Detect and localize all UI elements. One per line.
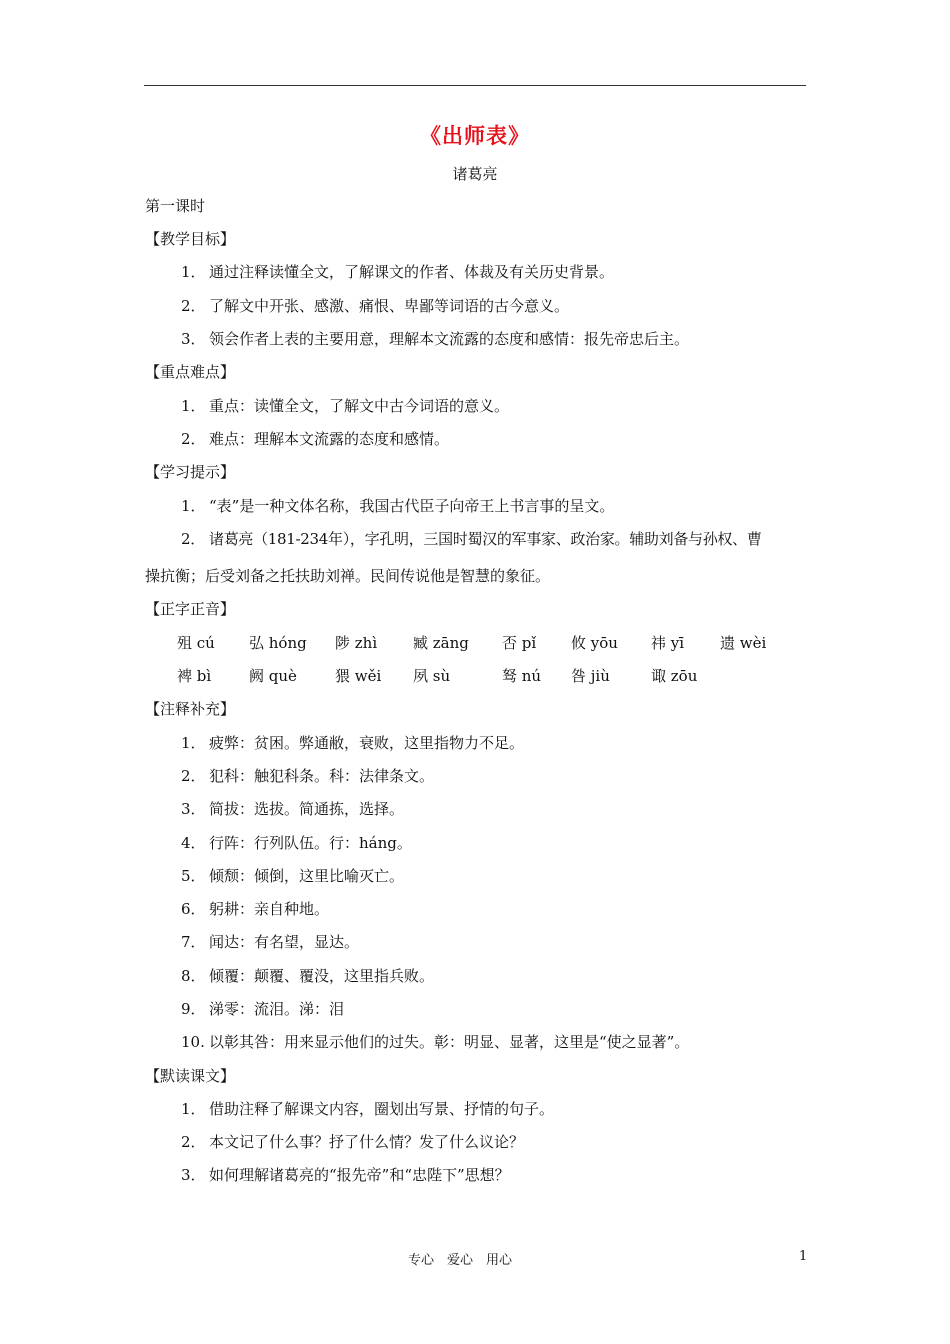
pinyin-entry: 诹 zōu bbox=[651, 667, 698, 685]
pinyin-entry: 弘 hóng bbox=[249, 634, 307, 652]
pinyin-row bbox=[177, 666, 827, 686]
list-item: 8． 倾覆：颠覆、覆没，这里指兵败。 bbox=[181, 967, 435, 985]
list-item: 3． 如何理解诸葛亮的“报先帝”和“忠陛下”思想？ bbox=[181, 1166, 510, 1184]
list-item: 1． 重点：读懂全文，了解文中古今词语的意义。 bbox=[181, 397, 510, 415]
pinyin-entry: 否 pǐ bbox=[502, 634, 537, 652]
pinyin-entry: 阙 què bbox=[249, 667, 297, 685]
section-heading-reading: 【默读课文】 bbox=[145, 1067, 236, 1085]
pinyin-entry: 攸 yōu bbox=[571, 634, 618, 652]
section-heading-tips: 【学习提示】 bbox=[145, 463, 236, 481]
section-heading-notes: 【注释补充】 bbox=[145, 700, 236, 718]
pinyin-entry: 驽 nú bbox=[502, 667, 542, 685]
pinyin-entry: 夙 sù bbox=[413, 667, 451, 685]
pinyin-entry: 裨 bì bbox=[177, 667, 212, 685]
list-item: 4． 行阵：行列队伍。行：háng。 bbox=[181, 834, 412, 852]
list-item: 2． 难点：理解本文流露的态度和感情。 bbox=[181, 430, 450, 448]
pinyin-entry: 殂 cú bbox=[177, 634, 215, 652]
list-item: 5． 倾颓：倾倒，这里比喻灭亡。 bbox=[181, 867, 405, 885]
section-heading-key-points: 【重点难点】 bbox=[145, 363, 236, 381]
list-item: 2． 犯科：触犯科条。科：法律条文。 bbox=[181, 767, 435, 785]
list-item: 6． 躬耕：亲自种地。 bbox=[181, 900, 330, 918]
pinyin-entry: 臧 zāng bbox=[413, 634, 469, 652]
list-item: 2． 了解文中开张、感激、痛恨、卑鄙等词语的古今意义。 bbox=[181, 297, 570, 315]
footer-motto: 专心 爱心 用心 bbox=[408, 1253, 513, 1268]
header-rule bbox=[144, 85, 806, 86]
author-name: 诸葛亮 bbox=[452, 165, 498, 183]
list-item: 1． 通过注释读懂全文，了解课文的作者、体裁及有关历史背景。 bbox=[181, 263, 615, 281]
section-heading-pronunciation: 【正字正音】 bbox=[145, 600, 236, 618]
page-number: 1 bbox=[799, 1249, 808, 1264]
list-item: 3． 简拔：选拔。简通拣，选择。 bbox=[181, 800, 405, 818]
list-item: 7． 闻达：有名望，显达。 bbox=[181, 933, 360, 951]
list-item: 3． 领会作者上表的主要用意，理解本文流露的态度和感情：报先帝忠后主。 bbox=[181, 330, 690, 348]
list-item: 1． 借助注释了解课文内容，圈划出写景、抒情的句子。 bbox=[181, 1100, 555, 1118]
list-item: 1． “表”是一种文体名称，我国古代臣子向帝王上书言事的呈文。 bbox=[181, 497, 615, 515]
pinyin-entry: 陟 zhì bbox=[335, 634, 378, 652]
pinyin-entry: 遗 wèi bbox=[720, 634, 767, 652]
section-heading-objectives: 【教学目标】 bbox=[145, 230, 236, 248]
list-item: 10. 以彰其咎：用来显示他们的过失。彰：明显、显著，这里是“使之显著”。 bbox=[181, 1033, 690, 1051]
pinyin-entry: 咎 jiù bbox=[571, 667, 610, 685]
list-item-continuation: 操抗衡；后受刘备之托扶助刘禅。民间传说他是智慧的象征。 bbox=[145, 567, 551, 585]
pinyin-entry: 祎 yī bbox=[651, 634, 685, 652]
document-title: 《出师表》 bbox=[420, 123, 530, 148]
lesson-label: 第一课时 bbox=[145, 197, 206, 215]
list-item: 9． 涕零：流泪。涕：泪 bbox=[181, 1000, 345, 1018]
list-item: 2． 本文记了什么事？抒了什么情？发了什么议论？ bbox=[181, 1133, 525, 1151]
list-item: 2． 诸葛亮（181-234年），字孔明，三国时蜀汉的军事家、政治家。辅助刘备与孙权、曹 bbox=[181, 530, 762, 548]
pinyin-entry: 猥 wěi bbox=[335, 667, 382, 685]
list-item: 1． 疲弊：贫困。弊通敝，衰败，这里指物力不足。 bbox=[181, 734, 525, 752]
pinyin-row bbox=[177, 633, 827, 653]
